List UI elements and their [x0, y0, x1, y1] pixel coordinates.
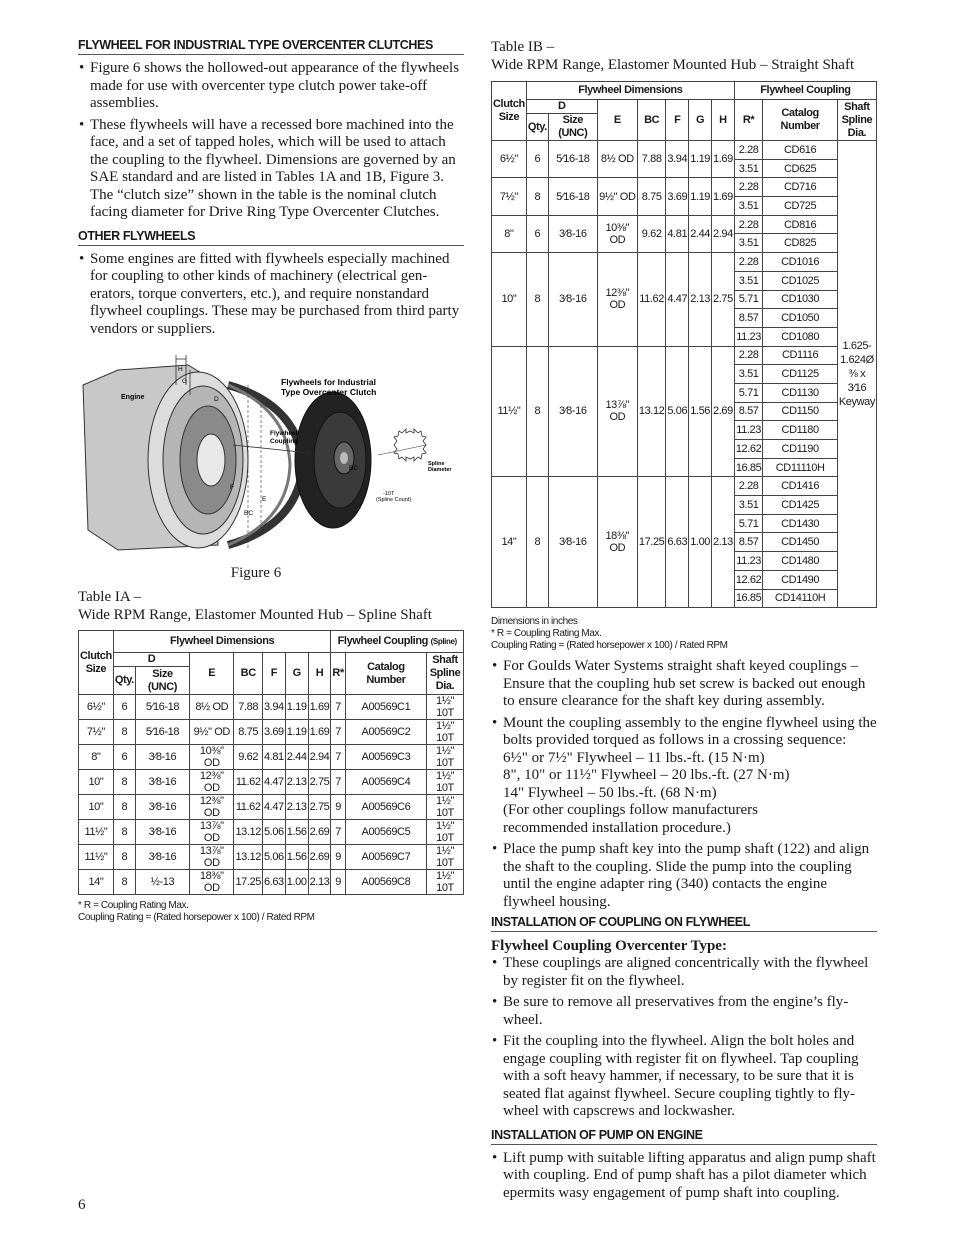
table-cell-g: 1.19 — [689, 141, 712, 178]
table-cell: 9 — [331, 795, 345, 820]
table-row — [79, 870, 464, 895]
table-cell-h: 2.13 — [712, 477, 735, 608]
table-cell: ½-13 — [135, 870, 189, 895]
table-ia-footnote-1: * R = Coupling Rating Max. — [78, 900, 189, 911]
table-ia-body — [79, 695, 464, 895]
table-cell: 14" — [79, 870, 114, 895]
table-ib — [491, 81, 877, 608]
table-cell: 5⁄16-18 — [135, 695, 189, 720]
table-cell-f: 4.47 — [666, 253, 689, 346]
col-bc: BC — [234, 653, 263, 695]
table-row — [492, 477, 877, 496]
table-cell-qty: 8 — [526, 178, 548, 215]
table-cell: 12⅜" OD — [190, 795, 234, 820]
col-group-flywheel-coupling: Flywheel Coupling (Spline) — [331, 631, 464, 653]
table-ib-footnote-3: Coupling Rating = (Rated horsepower x 100) / Rated RPM — [491, 640, 728, 652]
table-cell: 9 — [331, 870, 345, 895]
col-group-flywheel-dimensions: Flywheel Dimensions — [526, 82, 734, 100]
table-cell-f: 6.63 — [666, 477, 689, 608]
dim-g-label: G — [182, 378, 188, 385]
table-cell: 5⁄16-18 — [135, 720, 189, 745]
table-cell-size: 11½" — [492, 346, 527, 477]
col-size-unc: Size (UNC) — [548, 114, 597, 141]
table-row — [492, 253, 877, 272]
table-row — [79, 720, 464, 745]
table-cell-catalog: CD1425 — [763, 496, 838, 515]
table-cell-r: 2.28 — [734, 141, 763, 160]
table-cell-size: 6½" — [492, 141, 527, 178]
table-cell: 13⅞" OD — [190, 820, 234, 845]
table-cell: 1.19 — [285, 720, 308, 745]
table-cell: 4.47 — [262, 770, 285, 795]
table-cell-qty: 8 — [526, 346, 548, 477]
table-cell-catalog: CD816 — [763, 215, 838, 234]
table-cell-catalog: CD1125 — [763, 365, 838, 384]
table-cell-bc: 11.62 — [637, 253, 666, 346]
bullet-item: • Be sure to remove all preservatives from the engine’s flywheel. — [491, 994, 877, 1029]
table-cell: 17.25 — [234, 870, 263, 895]
figure-title-line1: Flywheels for Industrial — [281, 377, 376, 387]
table-cell: 6 — [113, 745, 135, 770]
col-g: G — [285, 653, 308, 695]
table-cell: 1½" 10T — [427, 795, 464, 820]
table-row — [79, 770, 464, 795]
col-e: E — [190, 653, 234, 695]
table-cell: 11.62 — [234, 770, 263, 795]
table-cell: 2.13 — [308, 870, 331, 895]
table-cell: A00569C8 — [345, 870, 426, 895]
col-clutch-size: Clutch Size — [79, 631, 114, 695]
table-cell-bc: 7.88 — [637, 141, 666, 178]
table-row — [79, 695, 464, 720]
col-qty: Qty. — [113, 667, 135, 695]
table-cell-catalog: CD1050 — [763, 309, 838, 328]
table-cell-r: 16.85 — [734, 589, 763, 608]
table-cell-qty: 6 — [526, 215, 548, 252]
table-cell: 2.75 — [308, 795, 331, 820]
table-ib-footnote-1: Dimensions in inches — [491, 616, 578, 628]
table-cell: 3⁄8-16 — [135, 770, 189, 795]
table-cell-catalog: CD1190 — [763, 440, 838, 459]
table-cell-e: 8½ OD — [597, 141, 637, 178]
table-cell-catalog: CD1130 — [763, 383, 838, 402]
table-cell: 3⁄8-16 — [135, 795, 189, 820]
col-d: D — [526, 100, 597, 114]
table-cell: 10" — [79, 795, 114, 820]
table-cell-catalog: CD1016 — [763, 253, 838, 272]
table-cell: 1½" 10T — [427, 720, 464, 745]
spline-count-line2: (Spline Count) — [376, 497, 412, 503]
table-cell-f: 5.06 — [666, 346, 689, 477]
table-cell-f: 3.94 — [666, 141, 689, 178]
table-cell: 4.81 — [262, 745, 285, 770]
col-catalog: Catalog Number — [345, 653, 426, 695]
table-cell: A00569C6 — [345, 795, 426, 820]
col-group-flywheel-coupling: Flywheel Coupling — [734, 82, 876, 100]
table-cell-r: 2.28 — [734, 215, 763, 234]
table-cell: 1½" 10T — [427, 820, 464, 845]
table-cell-qty: 8 — [526, 253, 548, 346]
table-cell: 1½" 10T — [427, 745, 464, 770]
table-cell-unc: 3⁄8-16 — [548, 346, 597, 477]
table-cell: 2.69 — [308, 845, 331, 870]
section-heading-installation-pump: INSTALLATION OF PUMP ON ENGINE — [491, 1128, 877, 1145]
table-cell-r: 11.23 — [734, 327, 763, 346]
table-cell: 6 — [113, 695, 135, 720]
table-cell: 3⁄8-16 — [135, 820, 189, 845]
dim-f-label: F — [230, 484, 234, 491]
table-cell: 11½" — [79, 845, 114, 870]
table-ib-title-line1: Table IB – — [491, 39, 555, 55]
table-cell-catalog: CD616 — [763, 141, 838, 160]
table-cell-unc: 3⁄8-16 — [548, 477, 597, 608]
table-cell: 8 — [113, 770, 135, 795]
table-cell-unc: 5⁄16-18 — [548, 141, 597, 178]
table-cell-qty: 8 — [526, 477, 548, 608]
table-cell: 1.00 — [285, 870, 308, 895]
table-cell-r: 3.51 — [734, 159, 763, 178]
torque-line-5: recommended installation procedure.) — [503, 819, 731, 836]
table-cell: 11.62 — [234, 795, 263, 820]
table-cell: A00569C7 — [345, 845, 426, 870]
table-cell: A00569C4 — [345, 770, 426, 795]
table-cell: 18⅜" OD — [190, 870, 234, 895]
table-cell-r: 12.62 — [734, 570, 763, 589]
dim-e-label: E — [262, 496, 267, 503]
table-cell: 10⅜" OD — [190, 745, 234, 770]
table-cell-h: 1.69 — [712, 178, 735, 215]
col-catalog: Catalog Number — [763, 100, 838, 141]
table-cell-unc: 5⁄16-18 — [548, 178, 597, 215]
table-cell-bc: 13.12 — [637, 346, 666, 477]
table-cell: A00569C5 — [345, 820, 426, 845]
table-ia-footnote-2: Coupling Rating = (Rated horsepower x 100) / Rated RPM — [78, 912, 315, 923]
shaft-spec-line: ⅜ x 3⁄16 — [847, 368, 867, 395]
table-cell: 3.69 — [262, 720, 285, 745]
table-cell: 1.56 — [285, 845, 308, 870]
table-cell-catalog: CD825 — [763, 234, 838, 253]
table-cell: 2.69 — [308, 820, 331, 845]
table-cell-r: 8.57 — [734, 533, 763, 552]
figure-title-line2: Type Overcenter Clutch — [281, 387, 377, 397]
table-cell-g: 2.44 — [689, 215, 712, 252]
table-cell: 1½" 10T — [427, 845, 464, 870]
table-cell-r: 3.51 — [734, 234, 763, 253]
table-cell: 1½" 10T — [427, 770, 464, 795]
table-ia — [78, 630, 464, 895]
table-cell-r: 11.23 — [734, 552, 763, 571]
table-cell: 5.06 — [262, 845, 285, 870]
section-heading-flywheel-industrial: FLYWHEEL FOR INDUSTRIAL TYPE OVERCENTER CLUTCHES — [78, 38, 464, 55]
table-cell-r: 16.85 — [734, 458, 763, 477]
table-cell: 7 — [331, 745, 345, 770]
table-cell-size: 7½" — [492, 178, 527, 215]
table-cell-catalog: CD11110H — [763, 458, 838, 477]
table-cell-r: 3.51 — [734, 365, 763, 384]
table-cell-catalog: CD1416 — [763, 477, 838, 496]
col-g: G — [689, 100, 712, 141]
spline-label-line1: Spline — [428, 461, 445, 467]
col-h: H — [712, 100, 735, 141]
table-cell-f: 4.81 — [666, 215, 689, 252]
bullet-item: • These flywheels will have a recessed bore machined into the face, and a set of tapped holes, which will be used to attach the coupling to the flywheel. Dimensions are governed by an SAE standard and are listed in Tables 1A and 1B, Figure 3. The “clutch size” shown in the table is the nominal clutch facing diameter for Drive Ring Type Overcenter Clutches. — [78, 117, 464, 222]
col-r: R* — [331, 653, 345, 695]
dim-bc-label: BC — [244, 510, 254, 517]
table-cell: 3.94 — [262, 695, 285, 720]
col-e: E — [597, 100, 637, 141]
table-cell-catalog: CD1430 — [763, 514, 838, 533]
table-cell-h: 2.75 — [712, 253, 735, 346]
table-cell-r: 5.71 — [734, 290, 763, 309]
table-cell-size: 10" — [492, 253, 527, 346]
table-row — [79, 845, 464, 870]
table-cell-catalog: CD14110H — [763, 589, 838, 608]
col-r: R* — [734, 100, 763, 141]
engine-label: Engine — [121, 394, 145, 401]
table-cell: 8 — [113, 820, 135, 845]
table-cell-h: 2.69 — [712, 346, 735, 477]
table-cell: 7 — [331, 770, 345, 795]
page-number: 6 — [78, 1197, 86, 1213]
table-cell-catalog: CD1080 — [763, 327, 838, 346]
section-heading-installation-coupling: INSTALLATION OF COUPLING ON FLYWHEEL — [491, 915, 877, 932]
col-shaft-spline: Shaft Spline Dia. — [837, 100, 876, 141]
table-cell: 1.69 — [308, 695, 331, 720]
table-cell-unc: 3⁄8-16 — [548, 253, 597, 346]
table-cell: 1.56 — [285, 820, 308, 845]
table-cell: A00569C3 — [345, 745, 426, 770]
table-cell-g: 1.56 — [689, 346, 712, 477]
dim-d-label: D — [214, 396, 219, 403]
table-cell: 3⁄8-16 — [135, 745, 189, 770]
col-size-unc: Size (UNC) — [135, 667, 189, 695]
bullet-list-installation-pump — [491, 1150, 877, 1203]
bullet-list-coupling-notes — [491, 658, 877, 911]
bullet-item: • Place the pump shaft key into the pump shaft (122) and align the shaft to the coupling. Slide the pump into the coupling until the engine adapter ring (340) contacts the engine flywheel housing. — [491, 841, 877, 911]
table-cell: 5.06 — [262, 820, 285, 845]
table-row — [79, 795, 464, 820]
col-d: D — [113, 653, 189, 667]
table-cell: 8" — [79, 745, 114, 770]
table-cell-e: 13⅞" OD — [597, 346, 637, 477]
table-cell: 9½" OD — [190, 720, 234, 745]
table-row — [492, 141, 877, 160]
table-cell-e: 10⅜" OD — [597, 215, 637, 252]
table-cell-catalog: CD1180 — [763, 421, 838, 440]
table-cell-g: 1.00 — [689, 477, 712, 608]
table-ib-footnote-2: * R = Coupling Rating Max. — [491, 628, 602, 640]
table-cell: 7 — [331, 695, 345, 720]
table-row — [79, 820, 464, 845]
table-cell-h: 1.69 — [712, 141, 735, 178]
table-cell: 6.63 — [262, 870, 285, 895]
table-cell-r: 2.28 — [734, 253, 763, 272]
bullet-list-flywheel-industrial — [78, 60, 464, 222]
table-cell-g: 2.13 — [689, 253, 712, 346]
table-cell-r: 12.62 — [734, 440, 763, 459]
col-bc: BC — [637, 100, 666, 141]
table-cell-r: 3.51 — [734, 496, 763, 515]
torque-intro: • Mount the coupling assembly to the engine flywheel using the bolts provided torqued as follows in a crossing sequence: — [503, 714, 877, 749]
table-cell: 13⅞" OD — [190, 845, 234, 870]
spline-count-line1: -10T — [383, 491, 395, 497]
table-ib-body — [492, 141, 877, 608]
table-ib-title-line2: Wide RPM Range, Elastomer Mounted Hub – Straight Shaft — [491, 57, 855, 73]
table-cell: A00569C2 — [345, 720, 426, 745]
table-cell: 2.44 — [285, 745, 308, 770]
shaft-spec-line: 1.625- — [842, 340, 872, 353]
table-cell: 6½" — [79, 695, 114, 720]
table-cell-r: 2.28 — [734, 477, 763, 496]
table-cell-r: 5.71 — [734, 383, 763, 402]
spline-label-line2: Diameter — [428, 467, 452, 473]
table-cell-catalog: CD1025 — [763, 271, 838, 290]
col-shaft-spline: Shaft Spline Dia. — [427, 653, 464, 695]
table-cell-catalog: CD1030 — [763, 290, 838, 309]
table-cell: 7½" — [79, 720, 114, 745]
col-h: H — [308, 653, 331, 695]
table-cell-catalog: CD1490 — [763, 570, 838, 589]
table-cell-e: 9½" OD — [597, 178, 637, 215]
table-cell: 9 — [331, 845, 345, 870]
table-ia-title-line1: Table IA – — [78, 589, 142, 605]
table-cell: 2.13 — [285, 795, 308, 820]
col-group-flywheel-dimensions: Flywheel Dimensions — [113, 631, 331, 653]
table-cell: 1.69 — [308, 720, 331, 745]
table-cell-catalog: CD1450 — [763, 533, 838, 552]
table-cell-bc: 17.25 — [637, 477, 666, 608]
table-cell-r: 2.28 — [734, 346, 763, 365]
table-cell: 12⅜" OD — [190, 770, 234, 795]
table-cell-e: 12⅜" OD — [597, 253, 637, 346]
table-cell-catalog: CD725 — [763, 197, 838, 216]
bullet-list-installation-coupling — [491, 955, 877, 1121]
table-cell-size: 14" — [492, 477, 527, 608]
table-cell-catalog: CD1116 — [763, 346, 838, 365]
table-cell: 11½" — [79, 820, 114, 845]
subheading-overcenter-type: Flywheel Coupling Overcenter Type: — [491, 938, 727, 955]
col-qty: Qty. — [526, 114, 548, 141]
table-cell-g: 1.19 — [689, 178, 712, 215]
table-row — [492, 178, 877, 197]
table-cell: 2.13 — [285, 770, 308, 795]
table-cell-f: 3.69 — [666, 178, 689, 215]
table-cell: A00569C1 — [345, 695, 426, 720]
table-cell-r: 8.57 — [734, 309, 763, 328]
table-cell-e: 18⅜" OD — [597, 477, 637, 608]
bullet-item: • Fit the coupling into the flywheel. Align the bolt holes and engage coupling with register fit on flywheel. Tap coupling with a soft heavy hammer, if necessary, to be sure that it is seated flat against flywheel. Secure coupling tightly to flywheel with capscrews and lockwasher. — [491, 1033, 877, 1121]
table-cell-r: 2.28 — [734, 178, 763, 197]
left-column — [78, 38, 464, 924]
table-cell-catalog: CD1150 — [763, 402, 838, 421]
table-cell: 8 — [113, 845, 135, 870]
section-heading-other-flywheels: OTHER FLYWHEELS — [78, 229, 464, 246]
table-cell: 8 — [113, 720, 135, 745]
table-ia-title-line2: Wide RPM Range, Elastomer Mounted Hub – Spline Shaft — [78, 607, 432, 623]
spline-icon — [394, 429, 426, 461]
bullet-item: • Figure 6 shows the hollowed-out appearance of the flywheels made for use with overcenter type clutch power take-off assemblies. — [78, 60, 464, 113]
shaft-spec-line: Keyway — [838, 396, 875, 409]
bullet-item: • These couplings are aligned concentrically with the flywheel by register fit on the flywheel. — [491, 955, 877, 990]
table-cell: 13.12 — [234, 820, 263, 845]
right-column — [491, 38, 877, 1209]
bullet-item: • For Goulds Water Systems straight shaft keyed couplings – Ensure that the coupling hub set screw is backed out enough to ensure clearance for the shaft key during assembly. — [491, 658, 877, 711]
table-cell: 2.94 — [308, 745, 331, 770]
torque-line-2: 8", 10" or 11½" Flywheel – 20 lbs.-ft. (27 N·m) — [503, 767, 790, 784]
table-cell-bc: 9.62 — [637, 215, 666, 252]
table-cell-qty: 6 — [526, 141, 548, 178]
table-cell-shaft-spec — [837, 141, 876, 608]
figure-caption: Figure 6 — [230, 565, 282, 581]
table-cell-r: 3.51 — [734, 197, 763, 216]
table-row — [492, 346, 877, 365]
bullet-item-torque — [491, 715, 877, 838]
table-cell-r: 8.57 — [734, 402, 763, 421]
torque-line-4: (For other couplings follow manufacturers — [503, 802, 758, 819]
table-cell: 3⁄8-16 — [135, 845, 189, 870]
table-cell: 8 — [113, 795, 135, 820]
table-cell-r: 5.71 — [734, 514, 763, 533]
table-cell-bc: 8.75 — [637, 178, 666, 215]
table-cell: 10" — [79, 770, 114, 795]
table-cell-h: 2.94 — [712, 215, 735, 252]
table-row — [492, 215, 877, 234]
table-cell: 7.88 — [234, 695, 263, 720]
table-cell-r: 3.51 — [734, 271, 763, 290]
table-cell: 7 — [331, 820, 345, 845]
table-cell-catalog: CD1480 — [763, 552, 838, 571]
table-cell-catalog: CD716 — [763, 178, 838, 197]
col-f: F — [262, 653, 285, 695]
shaft-spec-line: 1.624Ø — [840, 354, 874, 367]
col-clutch-size: Clutch Size — [492, 82, 527, 141]
table-row — [79, 745, 464, 770]
table-cell: 7 — [331, 720, 345, 745]
flywheel-diagram — [78, 345, 464, 565]
bullet-item: • Lift pump with suitable lifting apparatus and align pump shaft with coupling. End of pump shaft has a pilot diameter which epermits wasy engagement of pump shaft into coupling. — [491, 1150, 877, 1203]
table-cell: 13.12 — [234, 845, 263, 870]
table-cell: 1.19 — [285, 695, 308, 720]
bullet-item: • Some engines are fitted with flywheels especially machined for coupling to other kinds of machinery (electrical generators, torque converters, etc.), and require nonstandard flywheel couplings. These may be purchased from third party vendors or suppliers. — [78, 251, 464, 339]
table-cell: 8 — [113, 870, 135, 895]
table-cell: 4.47 — [262, 795, 285, 820]
table-cell-size: 8" — [492, 215, 527, 252]
coupling-label-line2: Coupling — [270, 438, 299, 445]
table-cell: 2.75 — [308, 770, 331, 795]
table-cell: 8.75 — [234, 720, 263, 745]
table-cell: 9.62 — [234, 745, 263, 770]
table-cell-unc: 3⁄8-16 — [548, 215, 597, 252]
torque-line-3: 14" Flywheel – 50 lbs.-ft. (68 N·m) — [503, 784, 717, 801]
table-cell: 1½" 10T — [427, 870, 464, 895]
table-cell: 8½ OD — [190, 695, 234, 720]
figure-6-diagram — [78, 345, 464, 565]
coupling-label-line1: Flywheel — [270, 430, 298, 437]
coupling-bc-label: BC — [349, 465, 359, 472]
table-cell-catalog: CD625 — [763, 159, 838, 178]
col-f: F — [666, 100, 689, 141]
dim-h-label: H — [178, 366, 183, 373]
torque-line-1: 6½" or 7½" Flywheel – 11 lbs.-ft. (15 N·m) — [503, 749, 765, 766]
table-cell: 1½" 10T — [427, 695, 464, 720]
table-cell-r: 11.23 — [734, 421, 763, 440]
bullet-list-other-flywheels — [78, 251, 464, 339]
